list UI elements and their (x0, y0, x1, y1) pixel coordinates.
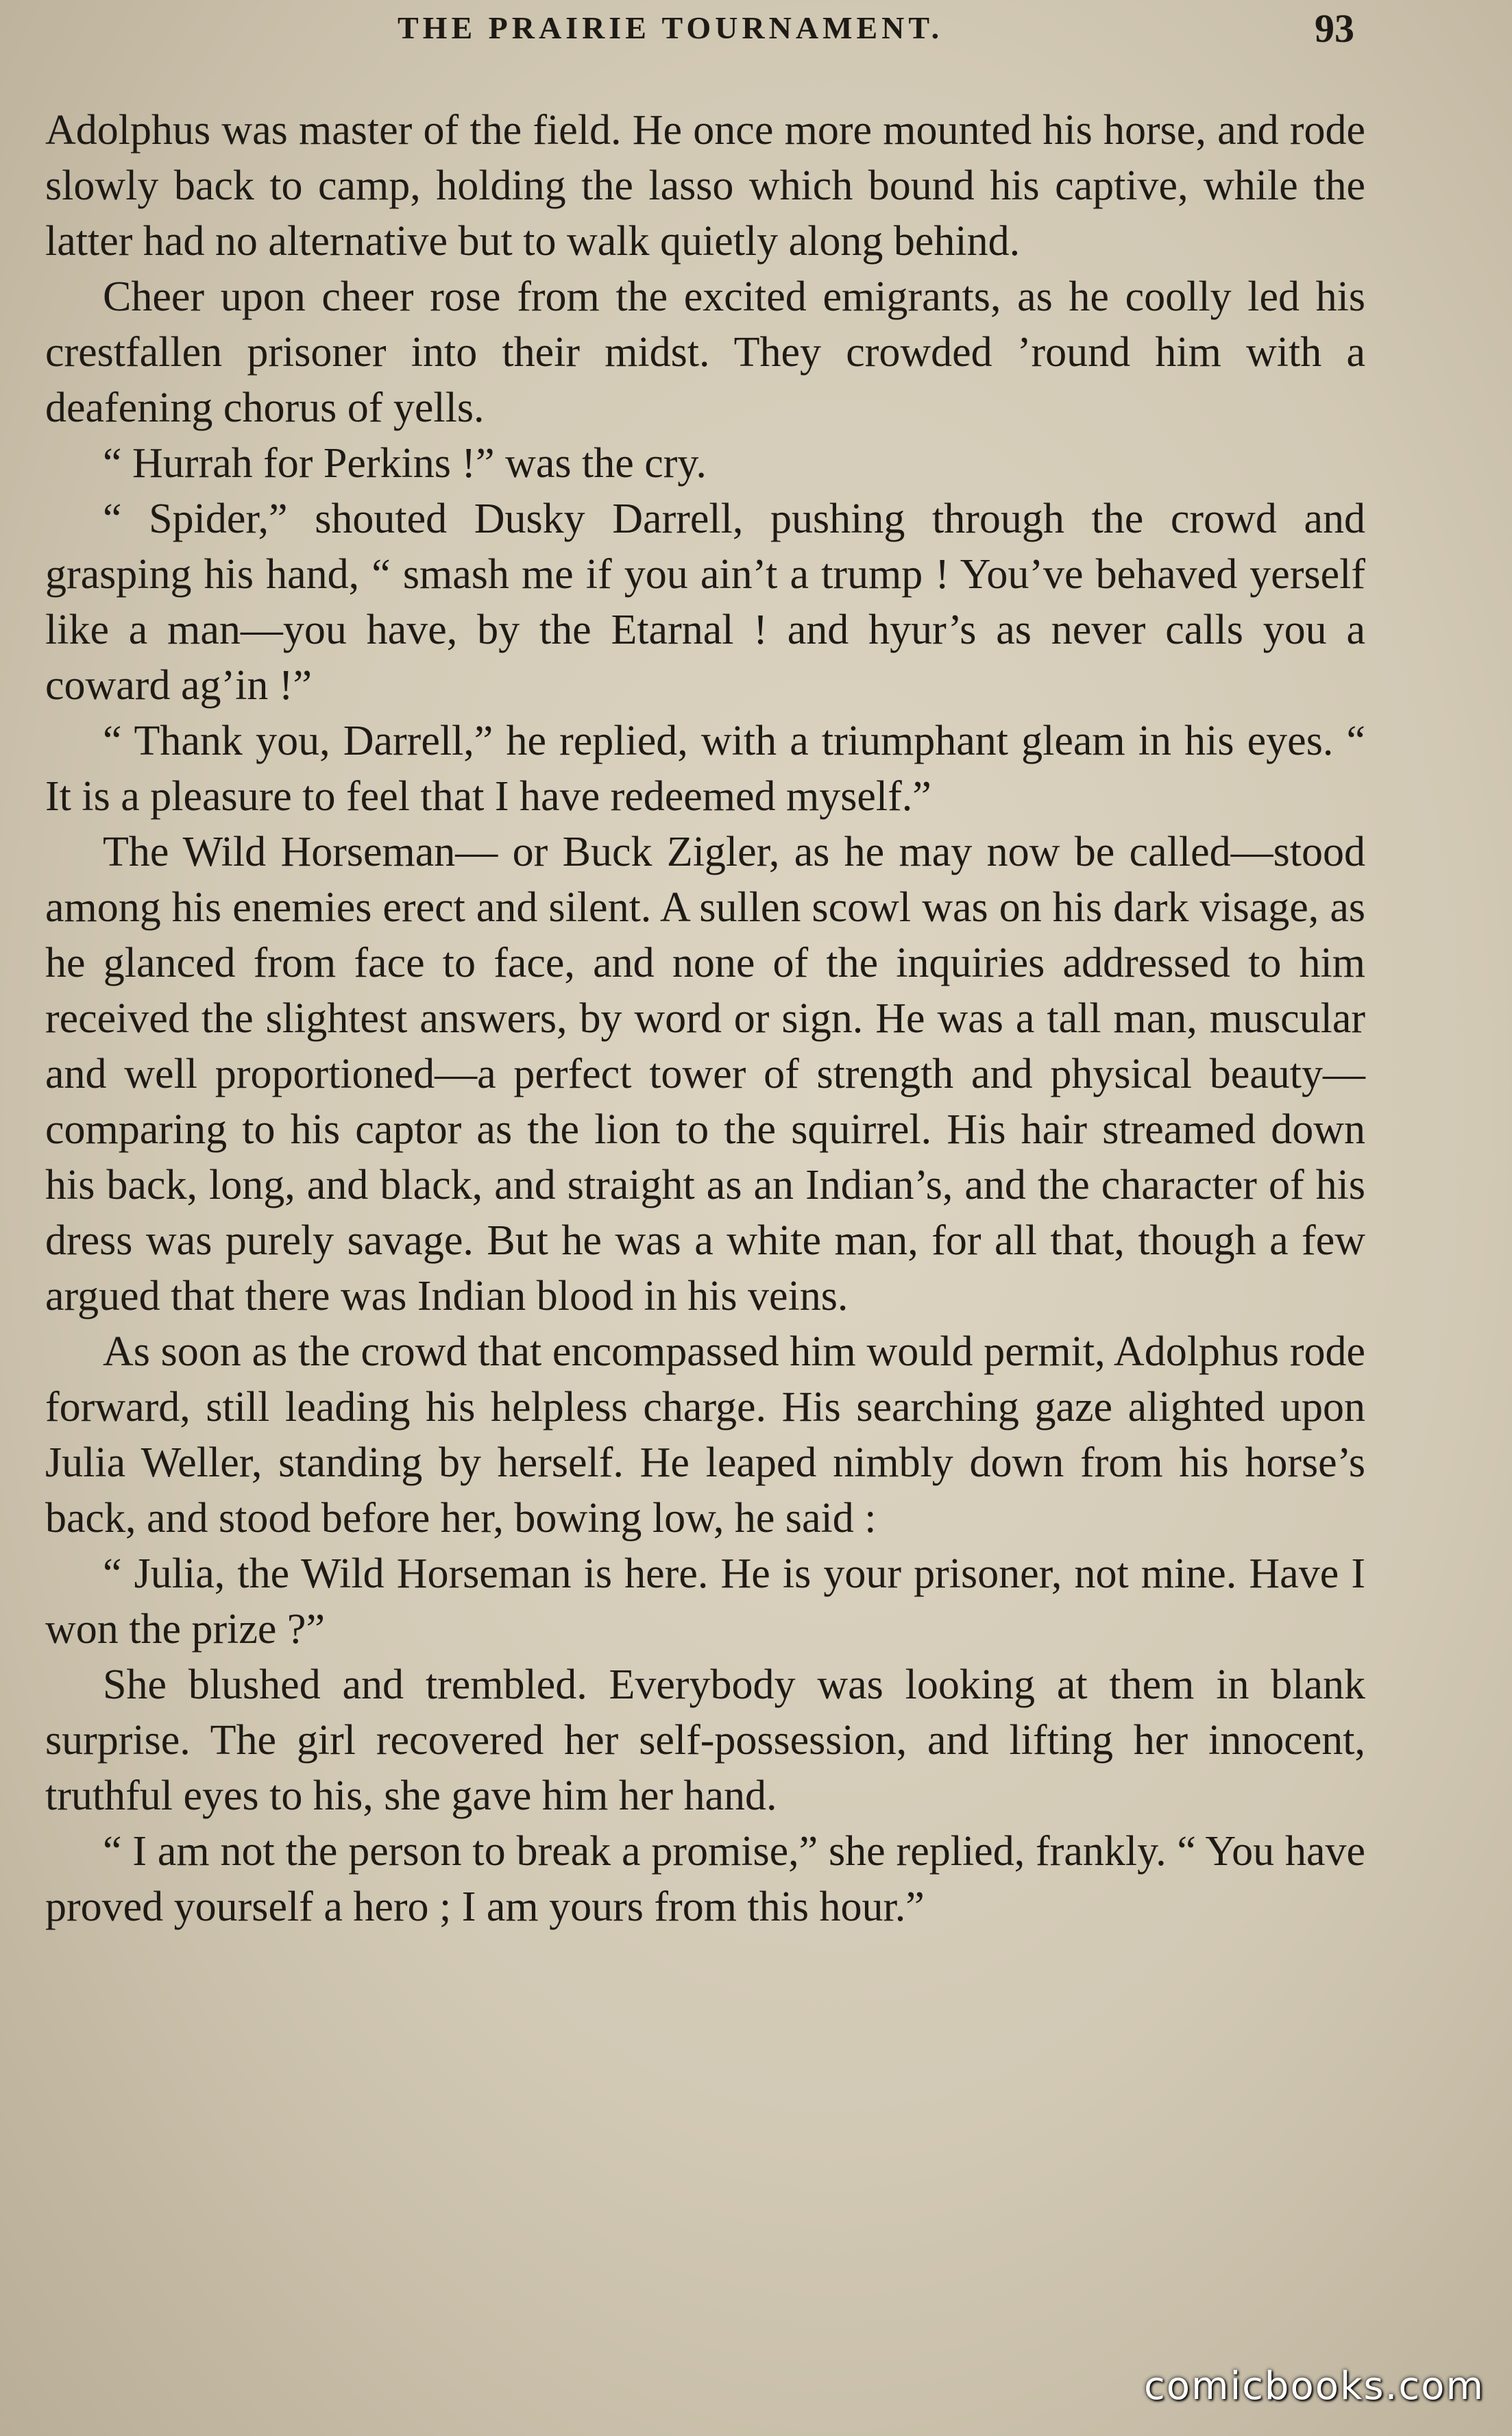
page-number: 93 (1315, 6, 1354, 51)
paragraph: “ Thank you, Darrell,” he replied, with a triumphant gleam in his eyes. “ It is a pleasure to feel that I have redeemed myself.” (45, 718, 1365, 820)
page-header (0, 6, 1512, 58)
paragraph: Cheer upon cheer rose from the excited emigrants, as he coolly led his crestfallen prisoner into their midst. They crowded ’round him with a deafening chorus of yells. (45, 273, 1365, 431)
paragraph: “ Julia, the Wild Horseman is here. He is your prisoner, not mine. Have I won the prize ?” (45, 1550, 1365, 1653)
paragraph: “ Spider,” shouted Dusky Darrell, pushing through the crowd and grasping his hand, “ smash me if you ain’t a trump ! You’ve behaved yerself like a man—you have, by the Etarnal ! and hyur’s as never calls you a coward ag’in !” (45, 496, 1365, 709)
paragraph: “ I am not the person to break a promise,” she replied, frankly. “ You have proved yourself a hero ; I am yours from this hour.” (45, 1828, 1365, 1930)
paragraph: Adolphus was master of the field. He once more mounted his horse, and rode slowly back to camp, holding the lasso which bound his captive, while the latter had no alternative but to walk quietly along behind. (45, 107, 1365, 265)
body-text (45, 103, 1365, 1935)
running-title: THE PRAIRIE TOURNAMENT. (398, 10, 944, 45)
watermark: comicbooks.com (1143, 2364, 1485, 2409)
paragraph: She blushed and trembled. Everybody was looking at them in blank surprise. The girl recovered her self-possession, and lifting her innocent, truthful eyes to his, she gave him her hand. (45, 1661, 1365, 1819)
paragraph: As soon as the crowd that encompassed him would permit, Adolphus rode forward, still leading his helpless charge. His searching gaze alighted upon Julia Weller, standing by herself. He leaped nimbly down from his horse’s back, and stood before her, bowing low, he said : (45, 1328, 1365, 1542)
paragraph: “ Hurrah for Perkins !” was the cry. (103, 440, 707, 487)
paragraph: The Wild Horseman— or Buck Zigler, as he may now be called—stood among his enemies erect and silent. A sullen scowl was on his dark visage, as he glanced from face to face, and none of the inquiries addressed to him received the slightest answers, by word or sign. He was a tall man, muscular and well proportioned—a perfect tower of strength and physical beauty—comparing to his captor as the lion to the squirrel. His hair streamed down his back, long, and black, and straight as an Indian’s, and the character of his dress was purely savage. But he was a white man, for all that, though a few argued that there was Indian blood in his veins. (45, 829, 1365, 1319)
